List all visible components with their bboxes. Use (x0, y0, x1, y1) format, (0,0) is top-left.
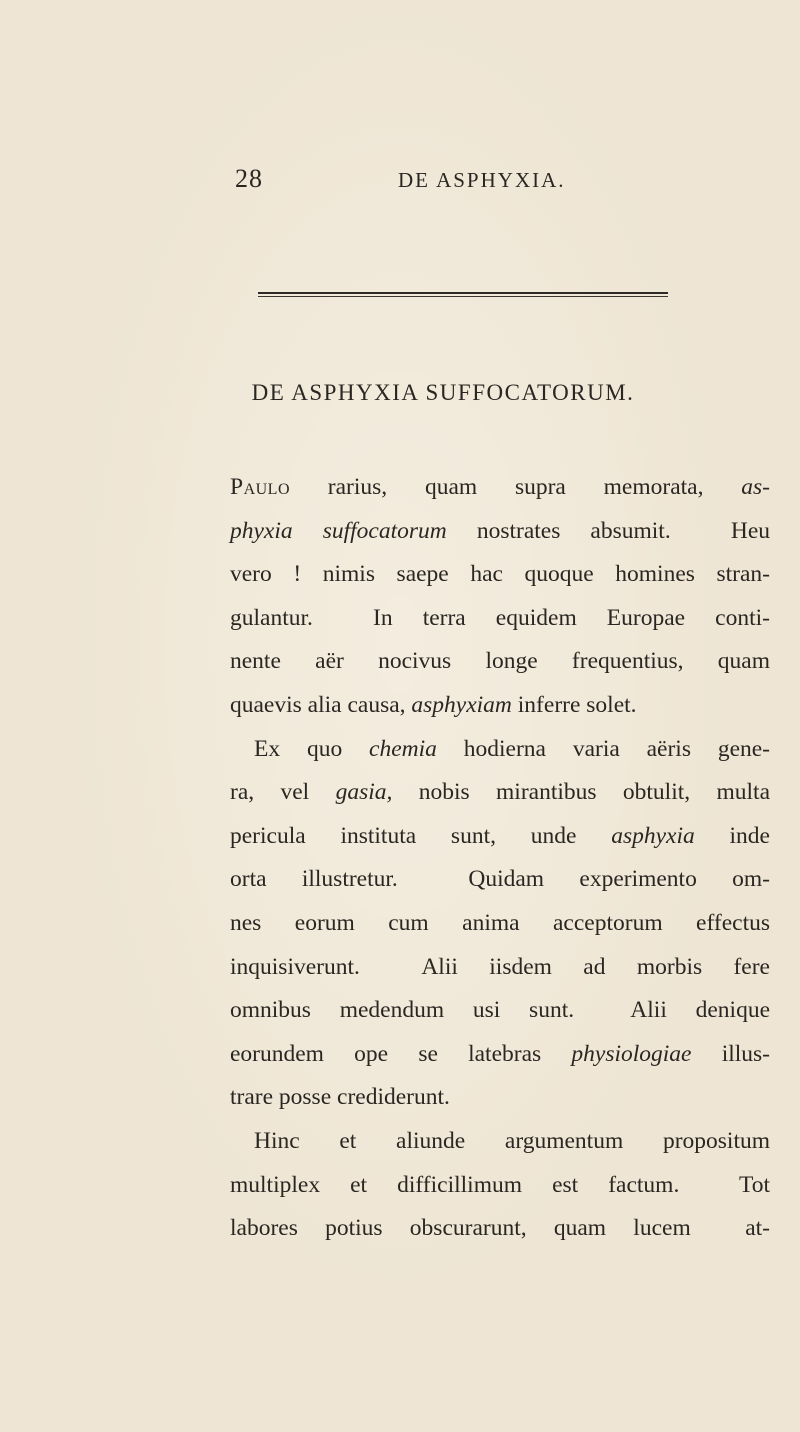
text-run: Ex quo (254, 735, 370, 762)
text-line (230, 597, 770, 641)
text-run: omnibus medendum usi sunt. Alii denique (230, 997, 770, 1024)
text-run: inquisiverunt. Alii iisdem ad morbis fere (230, 953, 770, 980)
text-line (230, 684, 770, 728)
text-line (230, 728, 770, 772)
text-run: eorundem ope se latebras (230, 1040, 572, 1067)
text-run: vero ! nimis saepe hac quoque homines stran- (230, 561, 770, 588)
text-run: asphyxia (611, 822, 695, 849)
text-line (230, 946, 770, 990)
text-line (230, 1164, 770, 1208)
text-line (230, 989, 770, 1033)
text-run: inde (694, 822, 770, 849)
text-run: nes eorum cum anima acceptorum effectus (230, 909, 770, 936)
text-run: labores potius obscurarunt, quam lucem at- (230, 1215, 770, 1242)
text-run: quaevis alia causa, (230, 691, 412, 718)
text-run: physiologiae (571, 1040, 692, 1067)
text-run: Paulo (230, 474, 291, 500)
text-line (230, 1207, 770, 1251)
text-run: orta illustretur. Quidam experimento om- (230, 866, 770, 893)
section-title: DE ASPHYXIA SUFFOCATORUM. (251, 380, 635, 405)
text-line (230, 1120, 770, 1164)
text-run: chemia (369, 735, 437, 762)
text-run: nente aër nocivus longe frequentius, quam (230, 648, 770, 675)
text-run: ra, vel (230, 779, 336, 806)
text-run: multiplex et difficillimum est factum. Tot (230, 1171, 770, 1198)
running-head: DE ASPHYXIA. (398, 168, 566, 192)
text-run: gulantur. In terra equidem Europae conti- (230, 604, 770, 631)
text-run: nobis mirantibus obtulit, multa (392, 779, 771, 806)
text-run: as- (741, 474, 770, 500)
text-line (230, 553, 770, 597)
body-text (230, 466, 770, 1251)
text-line (230, 902, 770, 946)
text-line (230, 466, 770, 510)
text-run: rarius, quam supra memorata, (290, 474, 742, 500)
text-line (230, 640, 770, 684)
text-run: illus- (691, 1040, 771, 1067)
text-line (230, 771, 770, 815)
text-run: inferre solet. (511, 691, 637, 718)
section-divider-rule (258, 292, 668, 297)
text-run: phyxia suffocatorum (230, 517, 447, 544)
page-number: 28 (235, 164, 263, 193)
text-line (230, 1076, 770, 1120)
text-line (230, 815, 770, 859)
text-run: asphyxiam (411, 691, 512, 718)
text-run: nostrates absumit. Heu (446, 517, 770, 544)
text-line (230, 510, 770, 554)
text-line (230, 1033, 770, 1077)
text-run: hodierna varia aëris gene- (436, 735, 771, 762)
text-run: trare posse crediderunt. (230, 1084, 450, 1111)
text-run: Hinc et aliunde argumentum propositum (254, 1127, 770, 1154)
text-line (230, 858, 770, 902)
text-run: pericula instituta sunt, unde (230, 822, 612, 849)
page-header (0, 164, 800, 204)
text-run: gasia, (335, 779, 393, 806)
